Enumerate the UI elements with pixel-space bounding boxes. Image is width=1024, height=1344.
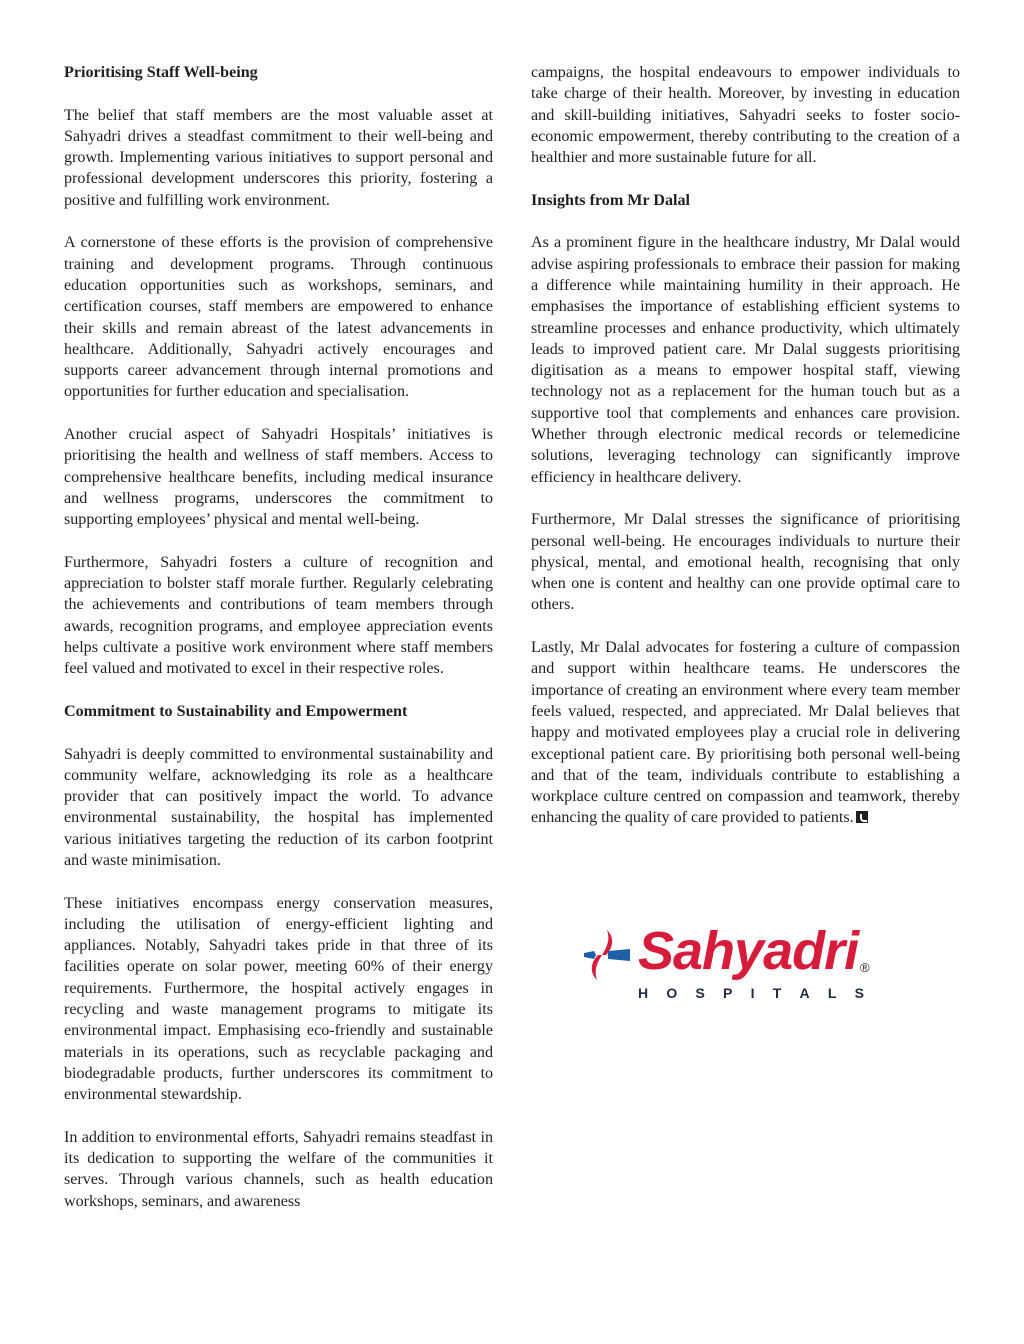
left-column <box>64 62 493 1233</box>
end-of-article-icon <box>856 811 868 823</box>
logo-subtitle-letter: O <box>666 985 678 1001</box>
paragraph: Another crucial aspect of Sahyadri Hospitals’ initiatives is prioritising the health and wellness of staff members. Access to comprehensive healthcare benefits, including medical insurance and wellness programs, underscores the commitment to supporting employees’ physical and mental well-being. <box>64 426 493 529</box>
heading-sustainability: Commitment to Sustainability and Empowerment <box>64 702 408 720</box>
heading-insights: Insights from Mr Dalal <box>531 191 691 209</box>
logo-subtitle <box>638 985 864 1001</box>
right-column <box>531 62 960 850</box>
paragraph: Furthermore, Mr Dalal stresses the significance of prioritising personal well-being. He encourages individuals to nurture their physical, mental, and emotional health, recognising that only when one is content and healthy can one provide optimal care to others. <box>531 511 960 614</box>
logo-subtitle-letter: T <box>772 985 782 1001</box>
logo-subtitle-letter: P <box>723 985 733 1001</box>
paragraph-final <box>531 637 960 829</box>
paragraph: The belief that staff members are the most valuable asset at Sahyadri drives a steadfast commitment to their well-being and growth. Implementing various initiatives to support personal and professional development underscores this priority, fostering a positive and fulfilling work environment. <box>64 106 493 209</box>
paragraph: Furthermore, Sahyadri fosters a culture of recognition and appreciation to bolster staff morale further. Regularly celebrating the achievements and contributions of team members through awards, recognition programs, and employee appreciation events helps cultivate a positive work environment where staff members feel valued and motivated to excel in their respective roles. <box>64 553 493 678</box>
logo-wordmark: Sahyadri <box>638 921 859 981</box>
logo-subtitle-letter: H <box>638 985 649 1001</box>
sahyadri-symbol-icon <box>582 928 632 982</box>
registered-mark: ® <box>860 960 870 975</box>
sahyadri-logo <box>582 921 882 1006</box>
logo-subtitle-letter: I <box>750 985 755 1001</box>
paragraph-final-text: Lastly, Mr Dalal advocates for fostering a culture of compassion and support within healthcare teams. He underscores the importance of creating an environment where every team member feels valued, respected, and appreciated. Mr Dalal believes that happy and motivated employees play a crucial role in delivering exceptional patient care. By prioritising both personal well-being and that of the team, individuals contribute to establishing a workplace culture centred on compassion and teamwork, thereby enhancing the quality of care provided to patients. <box>531 639 960 827</box>
logo-subtitle-letter: A <box>799 985 810 1001</box>
paragraph: Sahyadri is deeply committed to environmental sustainability and community welfare, acknowledging its role as a healthcare provider that can positively impact the world. To advance environmental sustainability, the hospital has implemented various initiatives targeting the reduction of its carbon footprint and waste minimisation. <box>64 745 493 869</box>
heading-staff-wellbeing: Prioritising Staff Well-being <box>64 64 258 81</box>
logo-subtitle-letter: S <box>695 985 705 1001</box>
paragraph: In addition to environmental efforts, Sahyadri remains steadfast in its dedication to supporting the welfare of the communities it serves. Through various channels, such as health education workshops, seminars, and awareness <box>64 1128 493 1210</box>
paragraph: As a prominent figure in the healthcare industry, Mr Dalal would advise aspiring professionals to embrace their passion for making a difference while maintaining humility in their approach. He emphasises the importance of establishing efficient systems to streamline processes and enhance productivity, which ultimately leads to improved patient care. Mr Dalal suggests prioritising digitisation as a means to empower hospital staff, viewing technology not as a replacement for the human touch but as a supportive tool that complements and enhances care provision. Whether through electronic medical records or telemedicine solutions, leveraging technology can significantly improve efficiency in healthcare delivery. <box>531 234 960 486</box>
logo-subtitle-letter: L <box>827 985 837 1001</box>
logo-subtitle-letter: S <box>854 985 864 1001</box>
paragraph: campaigns, the hospital endeavours to empower individuals to take charge of their health. Moreover, by investing in education and skill-building initiatives, Sahyadri seeks to foster socio-economic empowerment, thereby contributing to the creation of a healthier and more sustainable future for all. <box>531 64 960 167</box>
paragraph: A cornerstone of these efforts is the provision of comprehensive training and development programs. Through continuous education opportunities such as workshops, seminars, and certification courses, staff members are empowered to enhance their skills and remain abreast of the latest advancements in healthcare. Additionally, Sahyadri actively encourages and supports career advancement through internal promotions and opportunities for further education and specialisation. <box>64 234 493 401</box>
paragraph: These initiatives encompass energy conservation measures, including the utilisation of energy-efficient lighting and appliances. Notably, Sahyadri takes pride in that three of its facilities operate on solar power, meeting 60% of their energy requirements. Furthermore, the hospital actively engages in recycling and waste management programs to mitigate its environmental impact. Emphasising eco-friendly and sustainable materials in its operations, such as recyclable packaging and biodegradable products, further underscores its commitment to environmental stewardship. <box>64 894 493 1104</box>
